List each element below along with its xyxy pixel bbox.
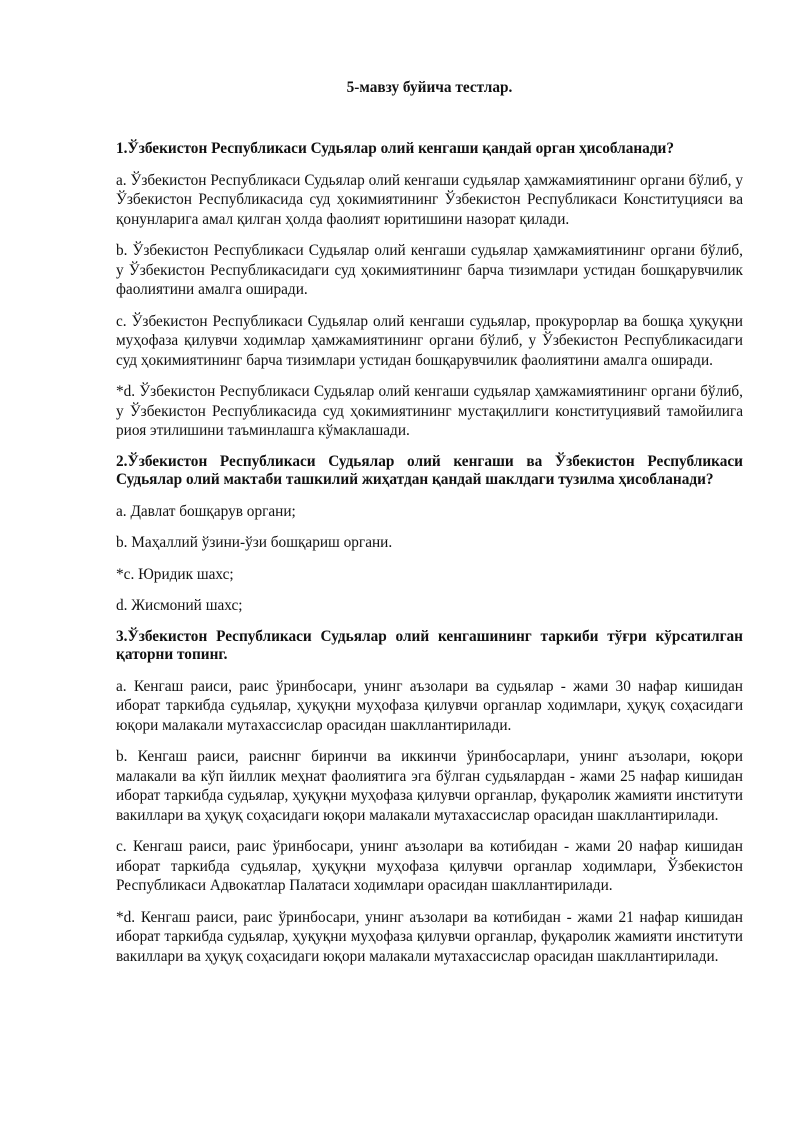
answer-option-b: b. Кенгаш раиси, раисннг биринчи ва иккинчи ўринбосарлари, унинг аъзолари, юқори малакали ва кўп йиллик меҳнат фаолиятига эга бўлган судьялардан - жами 25 нафар кишидан иборат таркибда судьялар, ҳуқуқни муҳофаза қилувчи органлар, фуқаролик жамияти институти вакиллари ва ҳуқуқ соҳасидаги юқори малакали мутахассислар орасидан шакллантирилади. <box>116 748 743 824</box>
question-block-3 <box>116 628 743 967</box>
answer-option-c: *c. Юридик шахс; <box>116 565 234 583</box>
question-text: 3.Ўзбекистон Республикаси Судьялар олий кенгашининг таркиби тўғри кўрсатилган қаторни топинг. <box>116 627 743 663</box>
question-block-1 <box>116 140 743 441</box>
answer-option-b: b. Ўзбекистон Республикаси Судьялар олий кенгаши судьялар ҳамжамиятининг органи бўлиб, у Ўзбекистон Республикасидаги суд ҳокимиятининг барча тизимлари устидан бошқарувчилик фаолиятини амалга оширади. <box>116 242 743 298</box>
answer-option-c: c. Кенгаш раиси, раис ўринбосари, унинг аъзолари ва котибидан - жами 20 нафар кишидан иборат таркибда судьялар, ҳуқуқни муҳофаза қилувчи органлар ходимлари, Ўзбекистон Республикаси Адвокатлар Палатаси ходимлари орасидан шакллантирилади. <box>116 838 743 894</box>
answer-option-d: d. Жисмоний шахс; <box>116 597 243 614</box>
answer-option-a: a. Давлат бошқарув органи; <box>116 502 296 520</box>
document-title: 5-мавзу буйича тестлар. <box>346 79 513 96</box>
question-block-2 <box>116 453 743 616</box>
document-page <box>116 78 743 978</box>
answer-option-d: *d. Кенгаш раиси, раис ўринбосари, унинг аъзолари ва котибидан - жами 21 нафар кишидан иборат таркибда судьялар, ҳуқуқни муҳофаза қилувчи органлар, фуқаролик жамияти институти вакиллари ва ҳуқуқ соҳасидаги юқори малакали мутахассислар орасидан шакллантирилади. <box>116 908 743 965</box>
answer-option-b: b. Маҳаллий ўзини-ўзи бошқариш органи. <box>116 534 393 551</box>
answer-option-c: c. Ўзбекистон Республикаси Судьялар олий кенгаши судьялар, прокурорлар ва бошқа ҳуқуқни муҳофаза қилувчи ходимлар ҳамжамиятининг органи бўлиб, у Ўзбекистон Республикасидаги суд ҳокимиятининг барча тизимлари устидан бошқарувчилик фаолиятини амалга оширади. <box>116 312 743 369</box>
answer-option-a: a. Ўзбекистон Республикаси Судьялар олий кенгаши судьялар ҳамжамиятининг органи бўлиб, у Ўзбекистон Республикасида суд ҳокимиятининг Ўзбекистон Республикаси Конституцияси ва қонунларига амал қилган ҳолда фаолият юритишини назорат қилади. <box>116 171 743 228</box>
question-text: 2.Ўзбекистон Республикаси Судьялар олий кенгаши ва Ўзбекистон Республикаси Судьялар олий мактаби ташкилий жиҳатдан қандай шаклдаги тузилма ҳисобланади? <box>116 452 743 488</box>
answer-option-d: *d. Ўзбекистон Республикаси Судьялар олий кенгаши судьялар ҳамжамиятининг органи бўлиб, у Ўзбекистон Республикасида суд ҳокимиятининг мустақиллиги конституциявий тамойилига риоя этилишини таъминлашга кўмаклашади. <box>116 383 743 439</box>
answer-option-a: a. Кенгаш раиси, раис ўринбосари, унинг аъзолари ва судьялар - жами 30 нафар кишидан иборат таркибда судьялар, ҳуқуқни муҳофаза қилувчи органлар ходимлари, ҳуқуқ соҳасидаги юқори малакали мутахассислар орасидан шакллантирилади. <box>116 677 743 734</box>
question-text: 1.Ўзбекистон Республикаси Судьялар олий кенгаши қандай орган ҳисобланади? <box>116 140 675 157</box>
